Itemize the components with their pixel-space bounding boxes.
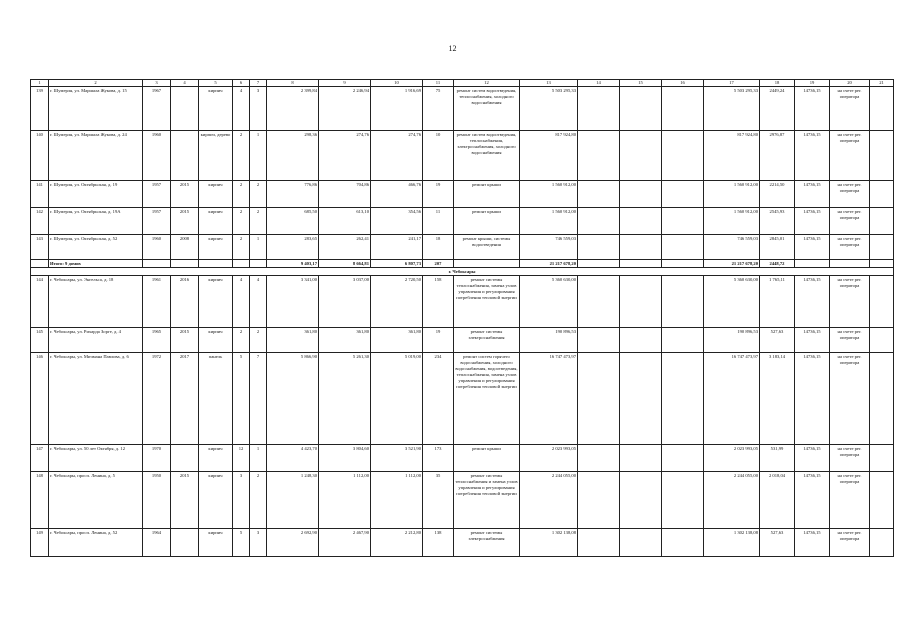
- table-cell: 4 423,70: [267, 445, 319, 472]
- table-cell: [620, 472, 662, 529]
- table-cell: 14736,15: [795, 131, 830, 181]
- column-number: 16: [662, 80, 704, 87]
- table-cell: 3: [250, 529, 267, 557]
- table-cell: 1960: [143, 235, 171, 260]
- table-cell: 2 244 055,00: [704, 472, 760, 529]
- table-cell: ремонт крыши: [454, 445, 520, 472]
- column-number: 9: [319, 80, 371, 87]
- table-cell: 274,76: [371, 131, 423, 181]
- table-cell: 2: [250, 328, 267, 353]
- table-cell: 2 399,84: [267, 87, 319, 131]
- table-cell: [171, 529, 199, 557]
- table-cell: 7: [250, 353, 267, 445]
- table-cell: 5 503 295,33: [520, 87, 578, 131]
- table-cell: 262,41: [319, 235, 371, 260]
- table-cell: 3 804,60: [319, 445, 371, 472]
- table-cell: [870, 235, 894, 260]
- table-cell: 2015: [171, 472, 199, 529]
- table-cell: 2845,01: [760, 235, 795, 260]
- table-cell: 1 302 138,08: [520, 529, 578, 557]
- table-cell: 241,17: [371, 235, 423, 260]
- table-cell: 3 521,90: [371, 445, 423, 472]
- table-cell: ремонт системы электроснабжения: [454, 328, 520, 353]
- table-cell: 704,86: [319, 181, 371, 208]
- table-cell: 685,50: [267, 208, 319, 235]
- table-cell: 190 896,53: [704, 328, 760, 353]
- total-row: [31, 260, 894, 268]
- table-cell: 361,80: [371, 328, 423, 353]
- table-row: [31, 353, 894, 445]
- table-cell: [662, 131, 704, 181]
- table-cell: 1972: [143, 353, 171, 445]
- table-cell: 2016: [171, 276, 199, 328]
- table-cell: 3 183,14: [760, 353, 795, 445]
- table-cell: 2015: [171, 328, 199, 353]
- table-cell: 2: [233, 328, 250, 353]
- table-cell: г. Шумерля, ул. Маршала Жукова, д. 15: [49, 87, 143, 131]
- table-cell: [31, 260, 49, 268]
- table-cell: 3 341,00: [267, 276, 319, 328]
- table-cell: 1 248,30: [267, 472, 319, 529]
- page-number: 12: [448, 44, 457, 53]
- table-cell: на счете рег. оператора: [830, 472, 870, 529]
- table-cell: 19: [423, 328, 454, 353]
- table-cell: г. Шумерля, ул. Октябрьская, д. 19: [49, 181, 143, 208]
- table-cell: г. Чебоксары, ул. Рихарда Зорге, д. 4: [49, 328, 143, 353]
- table-cell: [662, 235, 704, 260]
- table-cell: г. Шумерля, ул. Маршала Жукова, д. 24: [49, 131, 143, 181]
- table-cell: 1 112,00: [319, 472, 371, 529]
- table-cell: 2 018,04: [760, 472, 795, 529]
- table-cell: на счете рег. оператора: [830, 529, 870, 557]
- table-cell: 1 916,69: [371, 87, 423, 131]
- table-cell: 2015: [171, 208, 199, 235]
- column-number: 7: [250, 80, 267, 87]
- table-cell: [171, 87, 199, 131]
- table-cell: [578, 472, 620, 529]
- column-number: 6: [233, 80, 250, 87]
- table-cell: 361,80: [319, 328, 371, 353]
- table-cell: 6 807,73: [371, 260, 423, 268]
- section-label: г. Чебоксары: [31, 268, 894, 276]
- table-cell: [870, 529, 894, 557]
- column-number: 20: [830, 80, 870, 87]
- table-row: [31, 235, 894, 260]
- table-cell: ремонт крыши: [454, 208, 520, 235]
- table-cell: 14736,15: [795, 445, 830, 472]
- table-cell: 1960: [143, 131, 171, 181]
- table-cell: 817 924,80: [520, 131, 578, 181]
- column-number: 8: [267, 80, 319, 87]
- table-cell: ремонт систем водоотведения, теплоснабжения, электроснабжения, холодного водоснабжения: [454, 131, 520, 181]
- table-cell: 16 747 473,97: [704, 353, 760, 445]
- table-cell: 143: [31, 235, 49, 260]
- table-cell: 354,56: [371, 208, 423, 235]
- table-cell: 2 212,80: [371, 529, 423, 557]
- table-cell: [578, 181, 620, 208]
- table-cell: ремонт крыши: [454, 181, 520, 208]
- table-cell: 1964: [143, 529, 171, 557]
- table-cell: кирпич: [199, 276, 233, 328]
- table-cell: [578, 328, 620, 353]
- table-cell: 531,99: [760, 445, 795, 472]
- table-cell: [662, 328, 704, 353]
- table-cell: г. Чебоксары, просп. Ленина, д. 52: [49, 529, 143, 557]
- table-cell: на счете рег. оператора: [830, 328, 870, 353]
- table-cell: Итого: 9 домов: [49, 260, 143, 268]
- table-cell: 2: [250, 472, 267, 529]
- table-cell: [620, 276, 662, 328]
- table-row: [31, 87, 894, 131]
- table-cell: 2 467,90: [319, 529, 371, 557]
- table-cell: 613,10: [319, 208, 371, 235]
- column-number: 18: [760, 80, 795, 87]
- table-cell: 2: [233, 181, 250, 208]
- table-cell: панель: [199, 353, 233, 445]
- column-number: 13: [520, 80, 578, 87]
- table-row: [31, 181, 894, 208]
- table-cell: [620, 87, 662, 131]
- table-cell: 1 302 138,08: [704, 529, 760, 557]
- table-cell: [578, 87, 620, 131]
- table-cell: 2 692,90: [267, 529, 319, 557]
- table-cell: 1: [250, 445, 267, 472]
- table-cell: 14736,15: [795, 328, 830, 353]
- table-cell: 5 261,30: [319, 353, 371, 445]
- table-cell: кирпич: [199, 181, 233, 208]
- table-cell: ремонт систем водоотведения, теплоснабжения, холодного водоснабжения: [454, 87, 520, 131]
- column-number: 4: [171, 80, 199, 87]
- table-cell: [662, 445, 704, 472]
- table-cell: 14736,15: [795, 353, 830, 445]
- table-cell: 1 112,00: [371, 472, 423, 529]
- table-cell: 173: [423, 445, 454, 472]
- table-cell: [578, 529, 620, 557]
- table-cell: ремонт системы электроснабжения: [454, 529, 520, 557]
- section-row: [31, 268, 894, 276]
- table-cell: 1957: [143, 181, 171, 208]
- table-cell: г. Чебоксары, просп. Ленина, д. 5: [49, 472, 143, 529]
- column-number: 11: [423, 80, 454, 87]
- table-cell: [578, 353, 620, 445]
- table-cell: 5: [233, 353, 250, 445]
- table-cell: [662, 472, 704, 529]
- table-cell: [870, 181, 894, 208]
- column-number: 15: [620, 80, 662, 87]
- table-cell: 5 019,00: [371, 353, 423, 445]
- table-row: [31, 131, 894, 181]
- table-cell: [620, 235, 662, 260]
- table-cell: [578, 208, 620, 235]
- table-cell: [250, 260, 267, 268]
- table-cell: г. Чебоксары, ул. Энгельса, д. 18: [49, 276, 143, 328]
- table-cell: [454, 260, 520, 268]
- table-cell: 2017: [171, 353, 199, 445]
- table-cell: [662, 529, 704, 557]
- table-cell: кирпич: [199, 328, 233, 353]
- table-cell: 140: [31, 131, 49, 181]
- table-cell: 5 360 630,00: [704, 276, 760, 328]
- table-cell: 9 403,17: [267, 260, 319, 268]
- column-number: 10: [371, 80, 423, 87]
- table-cell: 2 023 993,05: [520, 445, 578, 472]
- table-cell: 746 559,03: [704, 235, 760, 260]
- table-cell: 145: [31, 328, 49, 353]
- table-cell: 146: [31, 353, 49, 445]
- table-cell: [870, 445, 894, 472]
- table-cell: [662, 276, 704, 328]
- table-cell: 5 866,90: [267, 353, 319, 445]
- column-number: 14: [578, 80, 620, 87]
- table-cell: [233, 260, 250, 268]
- table-cell: [620, 260, 662, 268]
- table-cell: [578, 260, 620, 268]
- column-number-row: [31, 80, 894, 87]
- table-cell: [578, 276, 620, 328]
- column-number: 2: [49, 80, 143, 87]
- table-cell: 1950: [143, 472, 171, 529]
- table-cell: кирпич: [199, 235, 233, 260]
- column-number: 12: [454, 80, 520, 87]
- table-cell: [620, 131, 662, 181]
- table-cell: кирпич: [199, 208, 233, 235]
- table-cell: 19: [423, 181, 454, 208]
- table-cell: [662, 353, 704, 445]
- table-cell: [578, 235, 620, 260]
- table-cell: 2 720,50: [371, 276, 423, 328]
- table-cell: 14736,15: [795, 276, 830, 328]
- table-cell: кирпич: [199, 529, 233, 557]
- column-number: 19: [795, 80, 830, 87]
- table-cell: 148: [31, 472, 49, 529]
- table-cell: [620, 208, 662, 235]
- table-cell: 1957: [143, 208, 171, 235]
- table-cell: на счете рег. оператора: [830, 87, 870, 131]
- table-row: [31, 529, 894, 557]
- table-cell: 21 217 678,20: [520, 260, 578, 268]
- table-cell: 5: [233, 529, 250, 557]
- table-cell: [662, 260, 704, 268]
- table-cell: 14736,15: [795, 529, 830, 557]
- table-cell: 141: [31, 181, 49, 208]
- table-cell: 18: [423, 235, 454, 260]
- table-cell: 298,36: [267, 131, 319, 181]
- table-cell: [171, 131, 199, 181]
- table-cell: 2545,93: [760, 208, 795, 235]
- table-cell: 138: [423, 529, 454, 557]
- table-cell: 746 559,03: [520, 235, 578, 260]
- table-cell: [870, 131, 894, 181]
- table-cell: 11: [423, 208, 454, 235]
- table-cell: 21 217 678,20: [704, 260, 760, 268]
- table-cell: [870, 472, 894, 529]
- table-cell: 361,80: [267, 328, 319, 353]
- table-cell: [870, 87, 894, 131]
- column-number: 21: [870, 80, 894, 87]
- table-cell: [830, 260, 870, 268]
- table-cell: 14736,15: [795, 87, 830, 131]
- table-cell: 207: [423, 260, 454, 268]
- table-cell: на счете рег. оператора: [830, 235, 870, 260]
- table-row: [31, 472, 894, 529]
- table-cell: 14736,15: [795, 472, 830, 529]
- table-cell: на счете рег. оператора: [830, 208, 870, 235]
- table-cell: [578, 131, 620, 181]
- table-cell: 2 244 055,00: [520, 472, 578, 529]
- column-number: 3: [143, 80, 171, 87]
- table-cell: 2015: [171, 181, 199, 208]
- table-cell: г. Шумерля, ул. Октябрьская, д. 52: [49, 235, 143, 260]
- table-cell: 2976,87: [760, 131, 795, 181]
- table-cell: 147: [31, 445, 49, 472]
- table-cell: 5 503 295,33: [704, 87, 760, 131]
- table-cell: [662, 181, 704, 208]
- table-cell: 527,63: [760, 328, 795, 353]
- table-cell: 2: [250, 181, 267, 208]
- table-cell: [620, 445, 662, 472]
- column-number: 5: [199, 80, 233, 87]
- table-cell: на счете рег. оператора: [830, 445, 870, 472]
- table-cell: 4: [233, 276, 250, 328]
- table-cell: [795, 260, 830, 268]
- table-cell: г. Чебоксары, ул. 50 лет Октября, д. 12: [49, 445, 143, 472]
- table-cell: 3: [233, 472, 250, 529]
- table-cell: [143, 260, 171, 268]
- table-cell: 12: [233, 445, 250, 472]
- table-cell: 283,65: [267, 235, 319, 260]
- table-cell: 35: [423, 472, 454, 529]
- table-cell: 14736,15: [795, 181, 830, 208]
- capital-repair-table: [30, 79, 894, 557]
- table-cell: [620, 328, 662, 353]
- table-cell: [870, 328, 894, 353]
- table-cell: 14736,15: [795, 208, 830, 235]
- table-cell: 10: [423, 131, 454, 181]
- table-cell: 139: [31, 87, 49, 131]
- table-cell: [620, 181, 662, 208]
- table-cell: 149: [31, 529, 49, 557]
- table-cell: 234: [423, 353, 454, 445]
- table-cell: [620, 353, 662, 445]
- table-cell: ремонт системы теплоснабжения, замена узлов управления и регулирования потребления тепловой энергии: [454, 276, 520, 328]
- table-cell: ремонт крыши, системы водоотведения: [454, 235, 520, 260]
- table-cell: [171, 445, 199, 472]
- table-cell: 14736,15: [795, 235, 830, 260]
- table-cell: 16 747 473,97: [520, 353, 578, 445]
- table-cell: 776,86: [267, 181, 319, 208]
- table-cell: 2: [233, 208, 250, 235]
- table-cell: 1 560 912,00: [520, 181, 578, 208]
- table-cell: 2448,72: [760, 260, 795, 268]
- table-cell: кирпич: [199, 87, 233, 131]
- table-cell: [171, 260, 199, 268]
- table-cell: [662, 208, 704, 235]
- table-cell: 1 765,11: [760, 276, 795, 328]
- table-cell: [870, 276, 894, 328]
- table-row: [31, 208, 894, 235]
- table-cell: 2: [233, 131, 250, 181]
- table-cell: на счете рег. оператора: [830, 276, 870, 328]
- table-cell: 190 896,53: [520, 328, 578, 353]
- table-cell: 1 560 912,00: [520, 208, 578, 235]
- table-cell: 2 246,94: [319, 87, 371, 131]
- table-cell: 1: [250, 131, 267, 181]
- table-cell: [662, 87, 704, 131]
- table-cell: 1961: [143, 276, 171, 328]
- table-cell: 1: [250, 235, 267, 260]
- table-cell: на счете рег. оператора: [830, 353, 870, 445]
- table-cell: г. Чебоксары, ул. Мичмана Павлова, д. 6: [49, 353, 143, 445]
- table-cell: 274,76: [319, 131, 371, 181]
- table-cell: 4: [250, 276, 267, 328]
- table-cell: кирпич, дерево: [199, 131, 233, 181]
- table-cell: [870, 353, 894, 445]
- table-cell: г. Шумерля, ул. Октябрьская, д. 19А: [49, 208, 143, 235]
- column-number: 1: [31, 80, 49, 87]
- table-cell: 2 023 993,05: [704, 445, 760, 472]
- table-cell: [199, 260, 233, 268]
- table-cell: [620, 529, 662, 557]
- table-cell: 1965: [143, 328, 171, 353]
- table-cell: 3 037,00: [319, 276, 371, 328]
- table-cell: 1 560 912,00: [704, 181, 760, 208]
- table-cell: 2: [233, 235, 250, 260]
- table-cell: 5 360 630,00: [520, 276, 578, 328]
- table-cell: 144: [31, 276, 49, 328]
- table-cell: 3: [250, 87, 267, 131]
- table-cell: 2: [250, 208, 267, 235]
- table-cell: 4: [233, 87, 250, 131]
- table-cell: 1970: [143, 445, 171, 472]
- table-cell: 1 560 912,00: [704, 208, 760, 235]
- table-cell: кирпич: [199, 472, 233, 529]
- table-row: [31, 328, 894, 353]
- table-cell: ремонт системы теплоснабжения и замена узлов управления и регулирования потребления тепловой энергии: [454, 472, 520, 529]
- table-cell: ремонт систем горячего водоснабжения, холодного водоснабжения, водоотведения, теплоснабжения, замена узлов управления и регулирования потребления тепловой энергии: [454, 353, 520, 445]
- table-cell: 1967: [143, 87, 171, 131]
- table-cell: [870, 208, 894, 235]
- table-cell: 2008: [171, 235, 199, 260]
- column-number: 17: [704, 80, 760, 87]
- table-cell: 158: [423, 276, 454, 328]
- table-cell: [578, 445, 620, 472]
- table-cell: 2214,50: [760, 181, 795, 208]
- table-cell: 527,63: [760, 529, 795, 557]
- table-cell: на счете рег. оператора: [830, 181, 870, 208]
- table-cell: [870, 260, 894, 268]
- table-cell: 8 664,81: [319, 260, 371, 268]
- table-cell: 75: [423, 87, 454, 131]
- table-row: [31, 445, 894, 472]
- table-cell: 2449,24: [760, 87, 795, 131]
- table-cell: кирпич: [199, 445, 233, 472]
- table-row: [31, 276, 894, 328]
- table-cell: на счете рег. оператора: [830, 131, 870, 181]
- table-cell: 142: [31, 208, 49, 235]
- table-cell: 817 924,80: [704, 131, 760, 181]
- table-cell: 466,76: [371, 181, 423, 208]
